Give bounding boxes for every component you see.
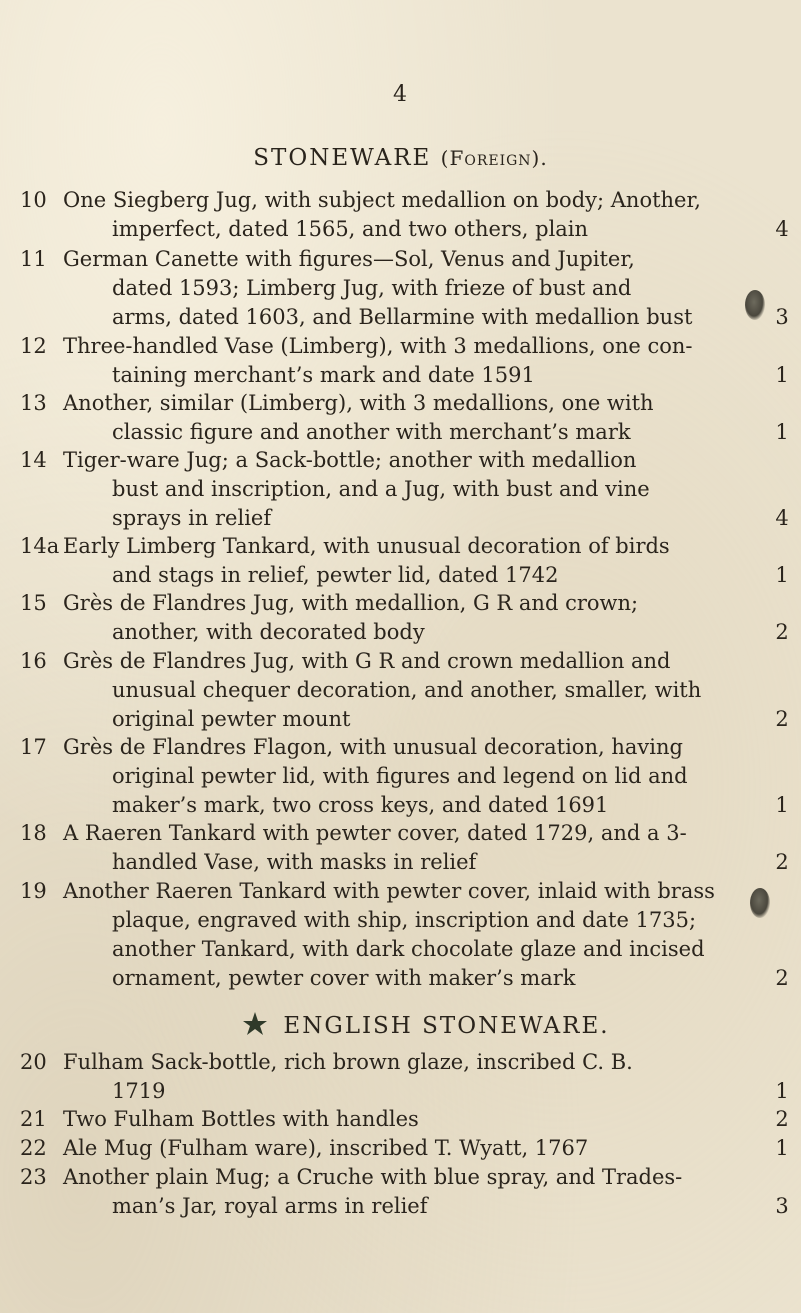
lot-description-line: Grès de Flandres Jug, with G R and crown medallion and [63, 649, 671, 673]
lot-description-line: Early Limberg Tankard, with unusual decoration of birds [63, 534, 670, 558]
lot-description-line: Two Fulham Bottles with handles [63, 1107, 419, 1131]
section-title-foreign-stoneware [0, 145, 801, 171]
lot-description-line: A Raeren Tankard with pewter cover, dated 1729, and a 3- [63, 821, 687, 845]
lot-number: 14 [20, 448, 47, 472]
lot-number: 17 [20, 735, 47, 759]
hand-star-icon [241, 1010, 269, 1038]
lot-quantity: 3 [775, 305, 789, 329]
lot-description-line: plaque, engraved with ship, inscription and date 1735; [112, 908, 697, 932]
lot-number: 19 [20, 879, 47, 903]
lot-quantity: 2 [775, 1107, 789, 1131]
lot-description-line: unusual chequer decoration, and another, smaller, with [112, 678, 702, 702]
section-title-english-stoneware [25, 1010, 801, 1039]
section-subtitle-text: (Foreign). [440, 146, 548, 170]
lot-number: 23 [20, 1165, 47, 1189]
lot-description-line: and stags in relief, pewter lid, dated 1742 [112, 563, 559, 587]
lot-number: 16 [20, 649, 47, 673]
lot-description-line: Ale Mug (Fulham ware), inscribed T. Wyatt, 1767 [63, 1136, 589, 1160]
lot-description-line: another Tankard, with dark chocolate glaze and incised [112, 937, 705, 961]
lot-description-line: original pewter mount [112, 707, 351, 731]
lot-description-line: 1719 [112, 1079, 166, 1103]
lot-description-line: dated 1593; Limberg Jug, with frieze of bust and [112, 276, 632, 300]
lot-quantity: 1 [775, 420, 789, 444]
lot-description-line: imperfect, dated 1565, and two others, plain [112, 217, 589, 241]
paper-spot [745, 290, 765, 320]
lot-description-line: handled Vase, with masks in relief [112, 850, 477, 874]
lot-number: 11 [20, 247, 47, 271]
page-number: 4 [393, 82, 408, 107]
lot-number: 15 [20, 591, 47, 615]
lot-description-line: Another Raeren Tankard with pewter cover, inlaid with brass [63, 879, 715, 903]
lot-quantity: 2 [775, 620, 789, 644]
lot-description-line: ornament, pewter cover with maker’s mark [112, 966, 576, 990]
lot-quantity: 2 [775, 966, 789, 990]
lot-description-line: man’s Jar, royal arms in relief [112, 1194, 428, 1218]
lot-quantity: 1 [775, 793, 789, 817]
lot-description-line: Tiger-ware Jug; a Sack-bottle; another with medallion [63, 448, 637, 472]
paper-spot [750, 888, 770, 918]
lot-number: 21 [20, 1107, 47, 1131]
lot-number: 12 [20, 334, 47, 358]
lot-description-line: Another plain Mug; a Cruche with blue spray, and Trades- [63, 1165, 683, 1189]
lot-description-line: sprays in relief [112, 506, 272, 530]
lot-description-line: Three-handled Vase (Limberg), with 3 medallions, one con- [63, 334, 693, 358]
lot-quantity: 1 [775, 363, 789, 387]
lot-description-line: Grès de Flandres Jug, with medallion, G R and crown; [63, 591, 639, 615]
section-title-text: STONEWARE [253, 145, 432, 171]
lot-number: 10 [20, 188, 47, 212]
lot-description-line: One Siegberg Jug, with subject medallion on body; Another, [63, 188, 701, 212]
lot-description-line: original pewter lid, with figures and legend on lid and [112, 764, 688, 788]
lot-description-line: German Canette with figures—Sol, Venus and Jupiter, [63, 247, 635, 271]
lot-description-line: Grès de Flandres Flagon, with unusual decoration, having [63, 735, 683, 759]
lot-number: 22 [20, 1136, 47, 1160]
lot-description-line: Fulham Sack-bottle, rich brown glaze, inscribed C. B. [63, 1050, 633, 1074]
lot-quantity: 2 [775, 707, 789, 731]
lot-description-line: maker’s mark, two cross keys, and dated 1691 [112, 793, 609, 817]
lot-description-line: bust and inscription, and a Jug, with bust and vine [112, 477, 650, 501]
lot-description-line: arms, dated 1603, and Bellarmine with medallion bust [112, 305, 693, 329]
lot-quantity: 4 [775, 217, 789, 241]
lot-description-line: another, with decorated body [112, 620, 425, 644]
lot-quantity: 4 [775, 506, 789, 530]
lot-quantity: 1 [775, 1079, 789, 1103]
lot-number: 18 [20, 821, 47, 845]
lot-description-line: classic figure and another with merchant’s mark [112, 420, 631, 444]
lot-description-line: taining merchant’s mark and date 1591 [112, 363, 535, 387]
lot-quantity: 1 [775, 563, 789, 587]
lot-number: 13 [20, 391, 47, 415]
lot-description-line: Another, similar (Limberg), with 3 medallions, one with [63, 391, 654, 415]
lot-quantity: 1 [775, 1136, 789, 1160]
lot-quantity: 2 [775, 850, 789, 874]
lot-quantity: 3 [775, 1194, 789, 1218]
section-title-text: ENGLISH STONEWARE. [283, 1013, 610, 1039]
lot-number: 14a [20, 534, 60, 558]
lot-number: 20 [20, 1050, 47, 1074]
